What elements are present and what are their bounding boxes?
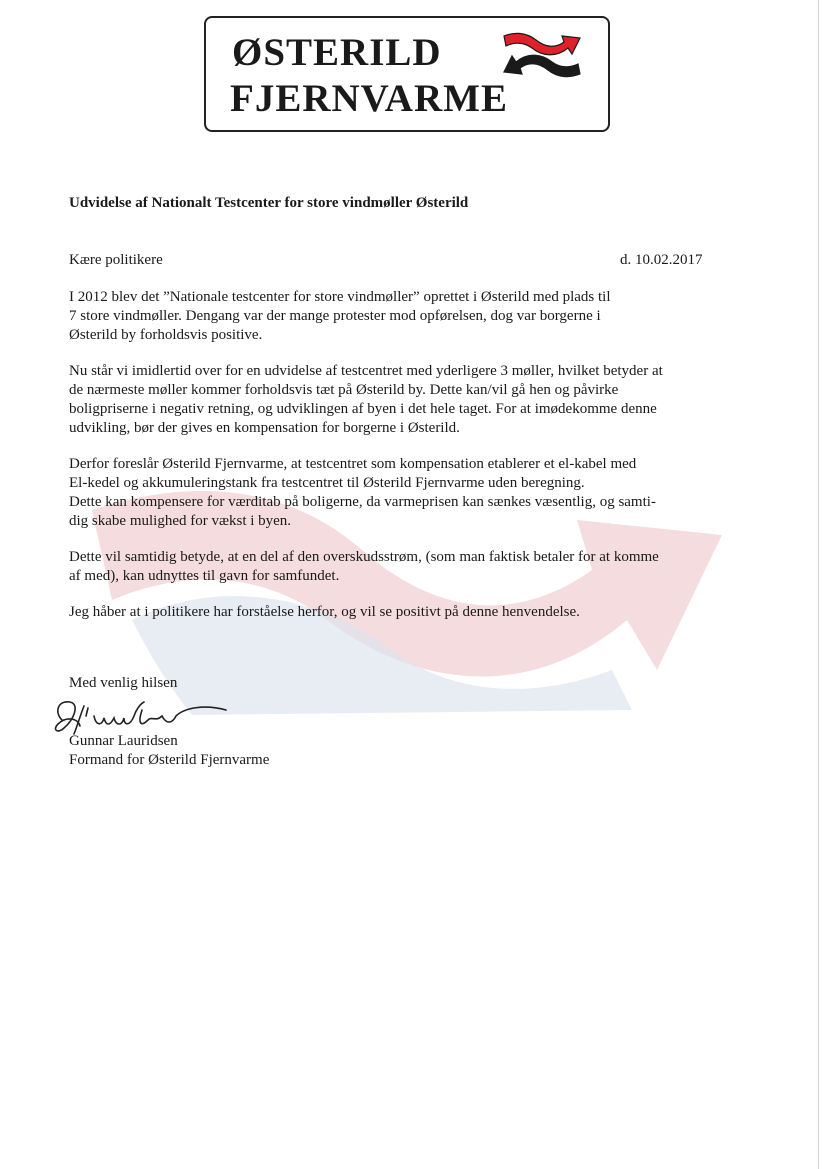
logo-text-line2: FJERNVARME [230,77,508,120]
page-edge [818,0,819,1169]
text-line: Østerild by forholdsvis positive. [69,327,263,343]
text-line: El-kedel og akkumuleringstank fra testcentret til Østerild Fjernvarme uden beregning. [69,475,585,491]
text-line: Jeg håber at i politikere har forståelse herfor, og vil se positivt på denne henvendelse. [69,604,580,620]
letter-subject: Udvidelse af Nationalt Testcenter for store vindmøller Østerild [69,195,469,211]
logo-arrows-icon [500,30,584,80]
text-line: Dette kan kompensere for værditab på boligerne, da varmeprisen kan sænkes væsentlig, og samti- [69,494,656,510]
text-line: boligpriserne i negativ retning, og udviklingen af byen i det hele taget. For at imødekomme denne [69,401,657,417]
text-line: I 2012 blev det ”Nationale testcenter for store vindmøller” oprettet i Østerild med plads til [69,289,611,305]
company-logo [204,16,610,132]
text-line: Derfor foreslår Østerild Fjernvarme, at testcentret som kompensation etablerer et el-kabel med [69,456,637,472]
closing-greeting: Med venlig hilsen [69,675,178,691]
signer-name: Gunnar Lauridsen [69,733,178,749]
text-line: Dette vil samtidig betyde, at en del af den overskudsstrøm, (som man faktisk betaler for at komme [69,549,659,565]
paragraph [69,603,749,622]
salutation: Kære politikere [69,252,163,268]
text-line: udvikling, bør der gives en kompensation for borgerne i Østerild. [69,420,460,436]
text-line: af med), kan udnyttes til gavn for samfundet. [69,568,340,584]
signer-title: Formand for Østerild Fjernvarme [69,752,270,768]
letter-body [69,288,749,639]
text-line: dig skabe mulighed for vækst i byen. [69,513,292,529]
paragraph [69,288,749,345]
letter-date: d. 10.02.2017 [620,252,703,268]
paragraph [69,362,749,438]
text-line: Nu står vi imidlertid over for en udvidelse af testcentret med yderligere 3 møller, hvilket betyder at [69,363,663,379]
logo-text-line1: ØSTERILD [232,31,442,74]
paragraph [69,548,749,586]
paragraph [69,455,749,531]
text-line: de nærmeste møller kommer forholdsvis tæt på Østerild by. Dette kan/vil gå hen og påvirke [69,382,619,398]
text-line: 7 store vindmøller. Dengang var der mange protester mod opførelsen, dog var borgerne i [69,308,601,324]
